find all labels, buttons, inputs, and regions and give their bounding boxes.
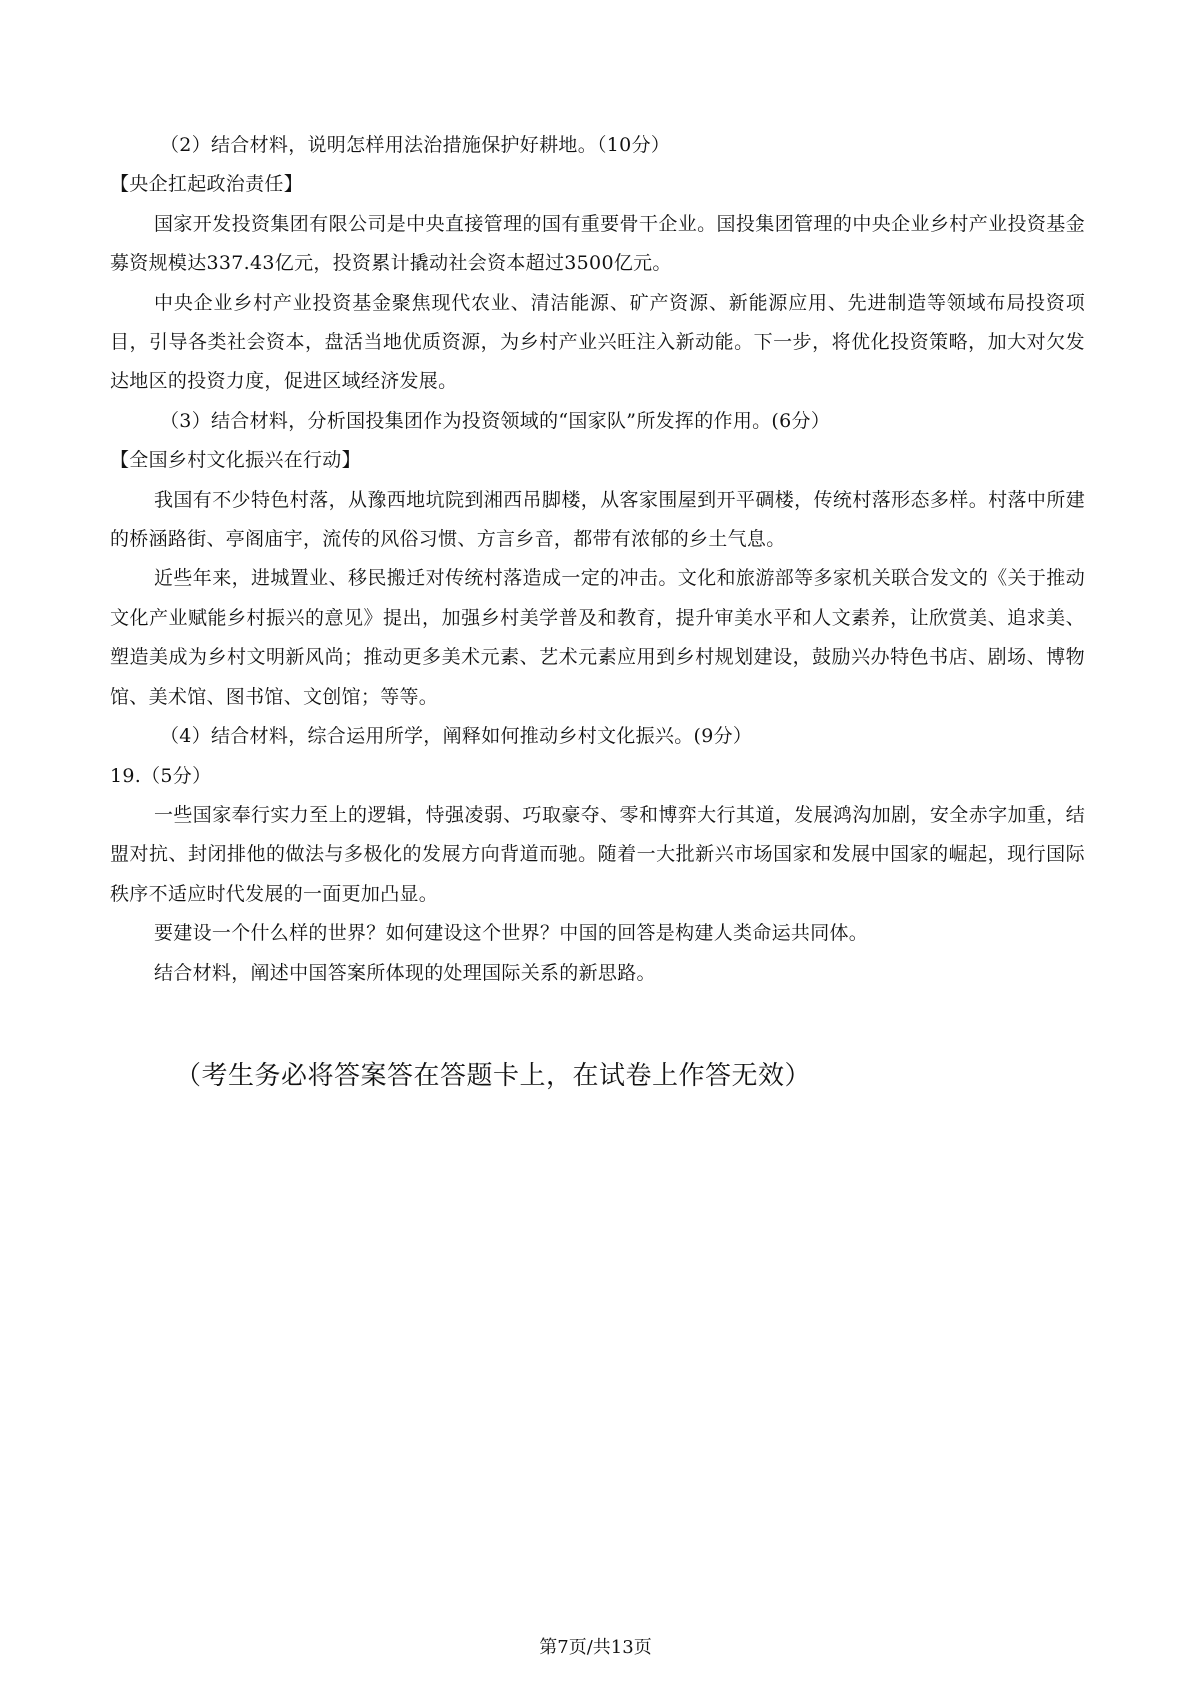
paragraph-culture-policy: 近些年来，进城置业、移民搬迁对传统村落造成一定的冲击。文化和旅游部等多家机关联合发文的《关于推动文化产业赋能乡村振兴的意见》提出，加强乡村美学普及和教育，提升审美水平和人文素养，让欣赏美、追求美、塑造美成为乡村文明新风尚；推动更多美术元素、艺术元素应用到乡村规划建设，鼓励兴办特色书店、剧场、博物馆、美术馆、图书馆、文创馆；等等。 — [110, 567, 1085, 708]
document-body — [110, 126, 1085, 993]
section-heading-rural-culture: 【全国乡村文化振兴在行动】 — [110, 449, 361, 472]
paragraph-shared-future: 要建设一个什么样的世界？如何建设这个世界？中国的回答是构建人类命运共同体。 — [154, 922, 869, 945]
page-number-footer: 第7页/共13页 — [539, 1637, 652, 1658]
question-3-prompt: （3）结合材料，分析国投集团作为投资领域的“国家队”所发挥的作用。(6分） — [160, 409, 831, 432]
paragraph-sdic-intro: 国家开发投资集团有限公司是中央直接管理的国有重要骨干企业。国投集团管理的中央企业乡村产业投资基金募资规模达337.43亿元，投资累计撬动社会资本超过3500亿元。 — [110, 212, 1085, 275]
question-19-prompt: 结合材料，阐述中国答案所体现的处理国际关系的新思路。 — [154, 961, 656, 984]
question-4-prompt: （4）结合材料，综合运用所学，阐释如何推动乡村文化振兴。(9分） — [160, 725, 753, 748]
paragraph-international-order: 一些国家奉行实力至上的逻辑，恃强凌弱、巧取豪夺、零和博弈大行其道，发展鸿沟加剧，安全赤字加重，结盟对抗、封闭排他的做法与多极化的发展方向背道而驰。随着一大批新兴市场国家和发展中国家的崛起，现行国际秩序不适应时代发展的一面更加凸显。 — [110, 803, 1085, 905]
paragraph-traditional-villages: 我国有不少特色村落，从豫西地坑院到湘西吊脚楼，从客家围屋到开平碉楼，传统村落形态多样。村落中所建的桥涵路街、亭阁庙宇，流传的风俗习惯、方言乡音，都带有浓郁的乡土气息。 — [110, 488, 1085, 551]
question-2-prompt: （2）结合材料，说明怎样用法治措施保护好耕地。（10分） — [160, 134, 671, 156]
paragraph-investment-fund: 中央企业乡村产业投资基金聚焦现代农业、清洁能源、矿产资源、新能源应用、先进制造等领域布局投资项目，引导各类社会资本，盘活当地优质资源，为乡村产业兴旺注入新动能。下一步，将优化投资策略，加大对欠发达地区的投资力度，促进区域经济发展。 — [110, 291, 1085, 393]
section-heading-central-enterprises: 【央企扛起政治责任】 — [110, 173, 304, 196]
answer-sheet-notice: （考生务必将答案答在答题卡上，在试卷上作答无效） — [175, 1061, 812, 1091]
question-19-number: 19.（5分） — [110, 764, 212, 787]
